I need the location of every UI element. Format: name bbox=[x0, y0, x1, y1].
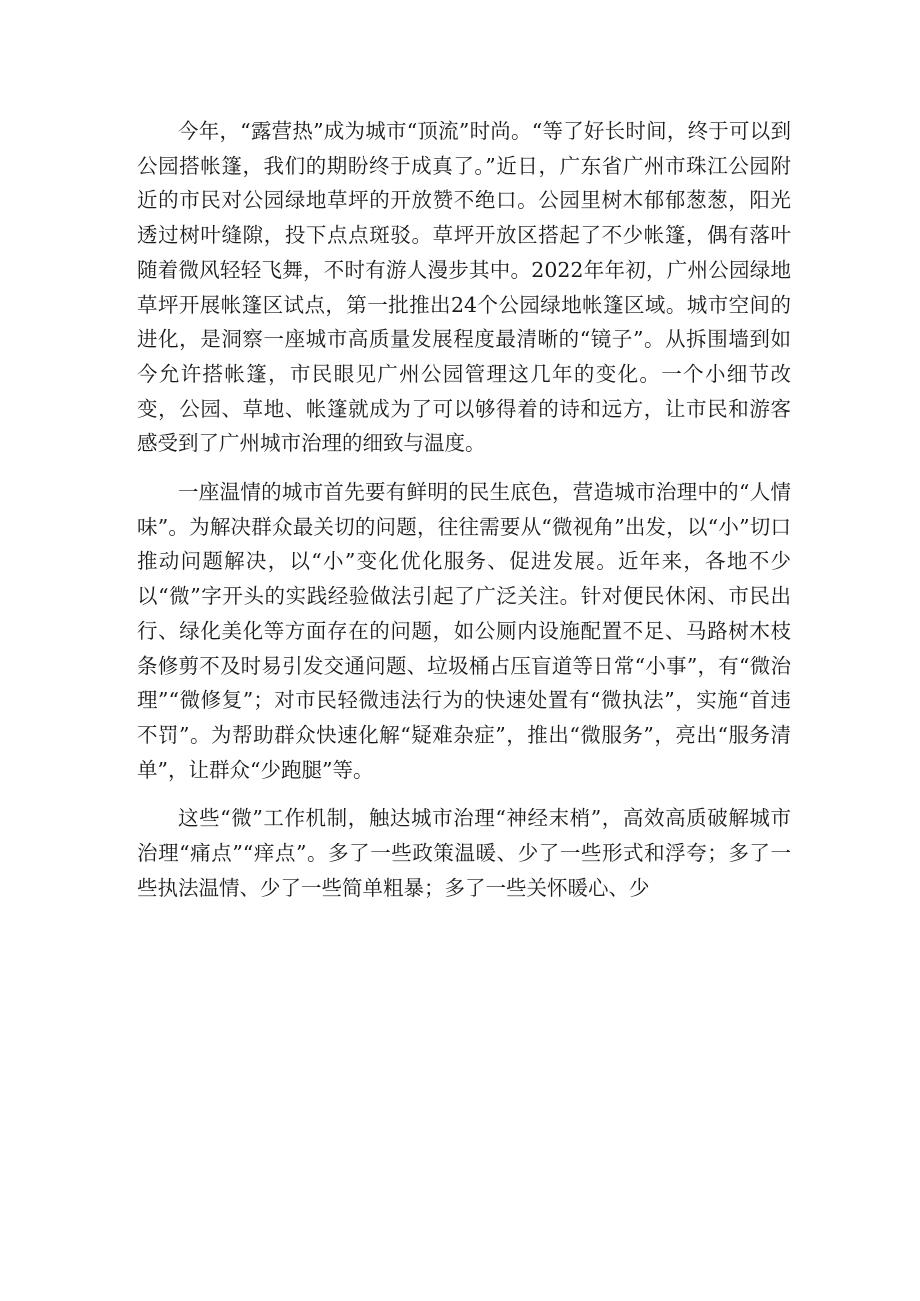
paragraph-1: 今年，“露营热”成为城市“顶流”时尚。“等了好长时间，终于可以到公园搭帐篷，我们的期盼终于成真了。”近日，广东省广州市珠江公园附近的市民对公园绿地草坪的开放赞不绝口。公园里树木郁郁葱葱，阳光透过树叶缝隙，投下点点斑驳。草坪开放区搭起了不少帐篷，偶有落叶随着微风轻轻飞舞，不时有游人漫步其中。2022年年初，广州公园绿地草坪开展帐篷区试点，第一批推出24个公园绿地帐篷区域。城市空间的进化，是洞察一座城市高质量发展程度最清晰的“镜子”。从拆围墙到如今允许搭帐篷，市民眼见广州公园管理这几年的变化。一个小细节改变，公园、草地、帐篷就成为了可以够得着的诗和远方，让市民和游客感受到了广州城市治理的细致与温度。 bbox=[137, 119, 791, 456]
document-body bbox=[137, 114, 791, 905]
paragraph-3: 这些“微”工作机制，触达城市治理“神经末梢”，高效高质破解城市治理“痛点”“痒点”。多了一些政策温暖、少了一些形式和浮夸；多了一些执法温情、少了一些简单粗暴；多了一些关怀暖心、少 bbox=[137, 806, 791, 900]
paragraph-2: 一座温情的城市首先要有鲜明的民生底色，营造城市治理中的“人情味”。为解决群众最关切的问题，往往需要从“微视角”出发，以“小”切口推动问题解决，以“小”变化优化服务、促进发展。近年来，各地不少以“微”字开头的实践经验做法引起了广泛关注。针对便民休闲、市民出行、绿化美化等方面存在的问题，如公厕内设施配置不足、马路树木枝条修剪不及时易引发交通问题、垃圾桶占压盲道等日常“小事”，有“微治理”“微修复”；对市民轻微违法行为的快速处置有“微执法”，实施“首违不罚”。为帮助群众快速化解“疑难杂症”，推出“微服务”，亮出“服务清单”，让群众“少跑腿”等。 bbox=[137, 480, 791, 782]
